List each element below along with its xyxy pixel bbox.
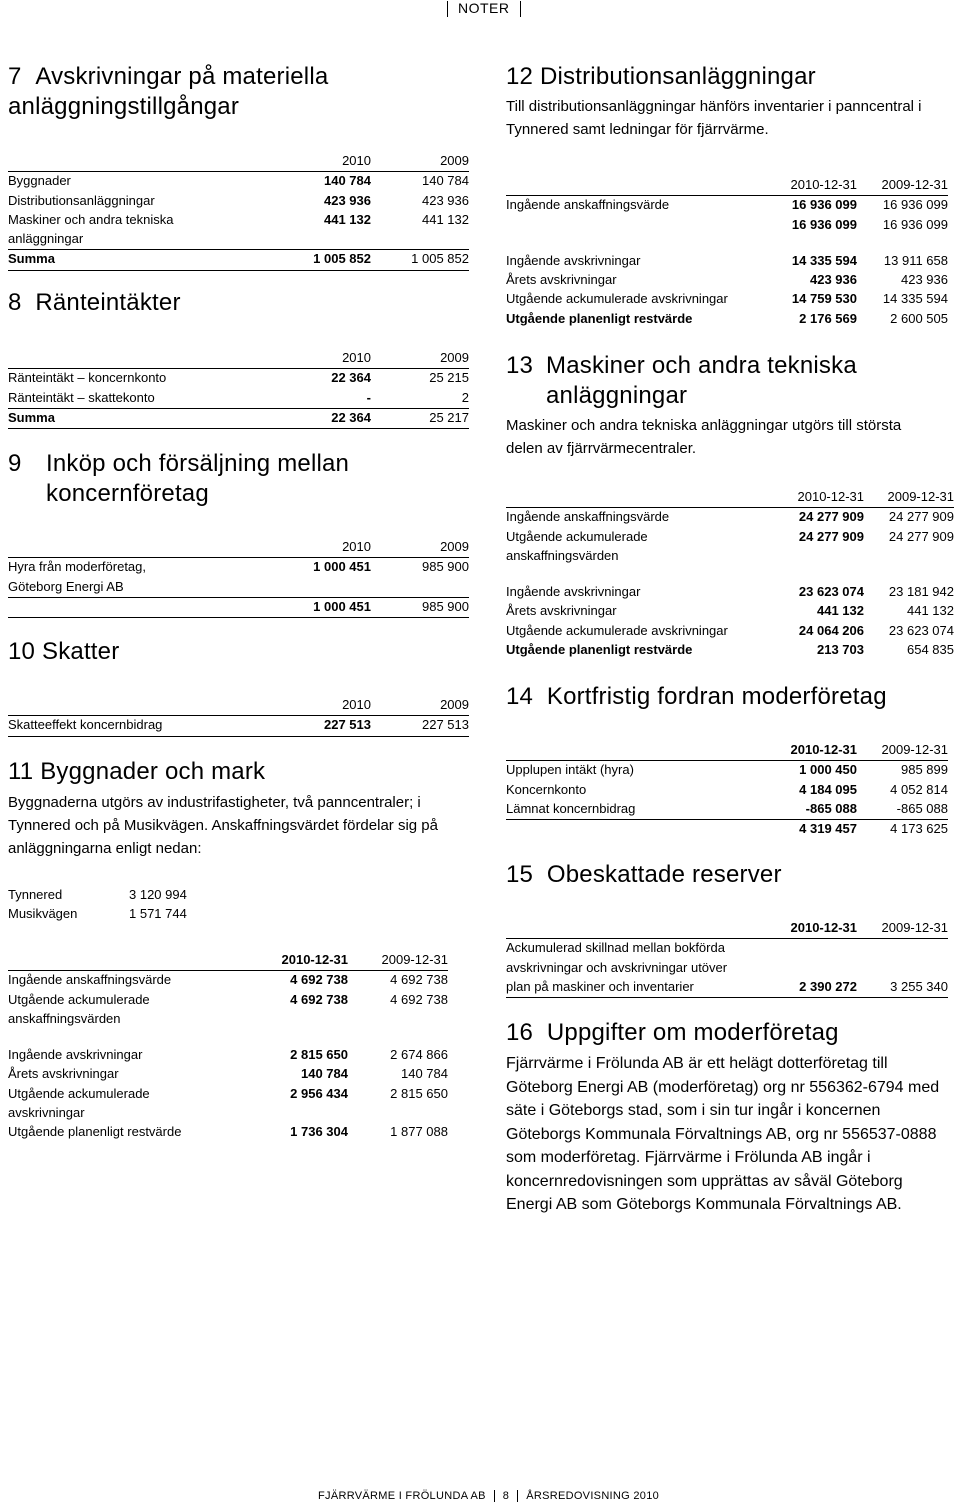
- note-9-number: 9: [8, 450, 22, 477]
- table-row: Maskiner och andra tekniska 441 132 441 132: [8, 211, 469, 227]
- note-10-table: [8, 696, 469, 737]
- note-8-table: [8, 349, 469, 429]
- note-12-text: Till distributionsanläggningar hänförs inventarier i panncentral i Tynnered samt ledningar för fjärrvärme.: [506, 98, 922, 138]
- table-row: avskrivningar och avskrivningar utöver: [506, 959, 728, 975]
- note-13-title-line-2: anläggningar: [546, 382, 688, 409]
- note-14-number: 14: [506, 683, 534, 710]
- table-row: Ingående avskrivningar 23 623 074 23 181 942: [506, 584, 954, 600]
- year-col-1: 2010: [261, 349, 371, 369]
- note-11-number: 11: [8, 758, 34, 785]
- table-row: Koncernkonto 4 184 095 4 052 814: [506, 781, 948, 797]
- table-row: Ingående avskrivningar 2 815 650 2 674 866: [8, 1047, 448, 1063]
- note-8-number: 8: [8, 289, 22, 316]
- table-row: 16 936 099 16 936 099: [791, 216, 948, 232]
- note-16-number: 16: [506, 1019, 534, 1046]
- list-item: Tynnered 3 120 994: [8, 887, 187, 902]
- table-row: 1 000 451 985 900: [8, 597, 469, 617]
- table-row: Utgående ackumulerade 2 956 434 2 815 650: [8, 1085, 448, 1101]
- note-16-text: Fjärrvärme i Frölunda AB är ett helägt dotterföretag till Göteborg Energi AB (moderföretag) org nr 556362-6794 med säte i Göteborgs stad, som i sin tur ingår i koncernen Göteborgs Kommunala Förvaltnings AB, org nr 556537-0888 som moderföretag. Fjärrvärme i Frölunda AB ingår i koncernredovisningen som upprättas av såväl Göteborg Energi AB som Göteborgs Kommunala Förvaltnings AB.: [506, 1055, 940, 1213]
- table-row: Byggnader 140 784 140 784: [8, 173, 469, 189]
- table-row: Ränteintäkt – skattekonto - 2: [8, 389, 469, 409]
- note-14-title-text: Kortfristig fordran moderföretag: [546, 683, 887, 710]
- note-15-table: [506, 919, 948, 998]
- year-col-1: 2010: [261, 152, 371, 172]
- note-11-title: [8, 757, 265, 787]
- year-col-2: 2009: [371, 696, 469, 716]
- note-8-title: [8, 288, 181, 318]
- page-footer: [318, 1490, 659, 1502]
- note-9-title: [8, 449, 428, 509]
- year-col-2: 2009: [371, 152, 469, 172]
- table-row: Skatteeffekt koncernbidrag 227 513 227 513: [8, 716, 469, 736]
- table-row: Utgående planenligt restvärde 1 736 304 1 877 088: [8, 1124, 448, 1140]
- year-col-1: 2010-12-31: [758, 488, 864, 508]
- note-13-number: 13: [506, 352, 534, 379]
- note-15-title: [506, 860, 782, 890]
- year-col-2: 2009-12-31: [857, 919, 948, 939]
- table-row: Utgående ackumulerade 24 277 909 24 277 909: [506, 528, 954, 544]
- note-9-title-text: Inköp och försäljning mellan koncernföretag: [46, 450, 350, 507]
- note-10-title: [8, 637, 119, 667]
- table-row: Ingående anskaffningsvärde 4 692 738 4 692 738: [8, 972, 448, 988]
- note-14-table: [506, 741, 948, 839]
- table-row: Årets avskrivningar 423 936 423 936: [506, 272, 948, 288]
- note-7-title: [8, 62, 468, 122]
- note-12-number: 12: [506, 63, 534, 90]
- note-14-title: [506, 682, 887, 712]
- footer-report: ÅRSREDOVISNING 2010: [526, 1490, 660, 1502]
- page-header: [437, 0, 531, 17]
- table-row: Utgående planenligt restvärde 2 176 569 2 600 505: [506, 310, 948, 326]
- table-row: Utgående ackumulerade avskrivningar 14 759 530 14 335 594: [506, 291, 948, 307]
- table-row: anskaffningsvärden: [8, 1010, 121, 1026]
- table-row: anläggningar: [8, 230, 469, 250]
- footer-company: FJÄRRVÄRME I FRÖLUNDA AB: [318, 1490, 486, 1502]
- note-8-title-text: Ränteintäkter: [35, 289, 181, 316]
- table-row: Utgående planenligt restvärde 213 703 654 835: [506, 642, 954, 658]
- table-row: Ränteintäkt – koncernkonto 22 364 25 215: [8, 370, 469, 386]
- year-col-1: 2010-12-31: [750, 741, 857, 761]
- note-11-places: [8, 886, 249, 925]
- table-row: plan på maskiner och inventarier 2 390 272 3 255 340: [506, 978, 948, 998]
- note-13-title-line-1: Maskiner och andra tekniska: [546, 352, 857, 379]
- table-row: Distributionsanläggningar 423 936 423 936: [8, 192, 469, 208]
- note-12-table: [506, 176, 948, 329]
- table-row: Summa 1 005 852 1 005 852: [8, 250, 469, 270]
- header-label: NOTER: [458, 0, 510, 16]
- year-col-1: 2010: [261, 538, 371, 558]
- note-13-title: [506, 351, 926, 411]
- note-16-title: [506, 1018, 839, 1048]
- year-col-2: 2009-12-31: [857, 741, 948, 761]
- note-12-title: [506, 62, 816, 92]
- table-row: Upplupen intäkt (hyra) 1 000 450 985 899: [506, 762, 948, 778]
- year-col-1: 2010-12-31: [240, 951, 348, 971]
- table-row: Lämnat koncernbidrag -865 088 -865 088: [506, 800, 948, 820]
- table-row: Utgående ackumulerade avskrivningar 24 064 206 23 623 074: [506, 622, 954, 638]
- year-col-1: 2010-12-31: [750, 919, 857, 939]
- year-col-2: 2009: [371, 538, 469, 558]
- table-row: Hyra från moderföretag, 1 000 451 985 900: [8, 559, 469, 575]
- table-row: Göteborg Energi AB: [8, 578, 469, 598]
- footer-page-number: 8: [502, 1490, 510, 1502]
- note-15-number: 15: [506, 861, 534, 888]
- note-12-title-text: Distributionsanläggningar: [539, 63, 816, 90]
- table-row: Ingående avskrivningar 14 335 594 13 911 658: [506, 252, 948, 268]
- note-15-title-text: Obeskattade reserver: [546, 861, 782, 888]
- table-row: anskaffningsvärden: [506, 547, 619, 563]
- table-row: Ingående anskaffningsvärde 16 936 099 16 936 099: [506, 197, 948, 213]
- note-7-title-text: Avskrivningar på materiella anläggningstillgångar: [8, 63, 329, 120]
- table-row: Årets avskrivningar 140 784 140 784: [8, 1066, 448, 1082]
- note-16-title-text: Uppgifter om moderföretag: [546, 1019, 839, 1046]
- table-row: Årets avskrivningar 441 132 441 132: [506, 603, 954, 619]
- note-11-text: Byggnaderna utgörs av industrifastigheter, två panncentraler; i Tynnered och på Musikvägen. Anskaffningsvärdet fördelar sig på anläggningarna enligt nedan:: [8, 794, 438, 857]
- note-10-title-text: Skatter: [41, 638, 120, 665]
- year-col-2: 2009: [371, 349, 469, 369]
- table-row: avskrivningar: [8, 1105, 85, 1121]
- year-col-1: 2010: [261, 696, 371, 716]
- note-11-table: [8, 951, 448, 1143]
- table-row: Utgående ackumulerade 4 692 738 4 692 738: [8, 991, 448, 1007]
- note-11-title-text: Byggnader och mark: [40, 758, 266, 785]
- note-13-text: Maskiner och andra tekniska anläggningar utgörs till största delen av fjärrvärmecentraler.: [506, 417, 902, 457]
- year-col-2: 2009-12-31: [864, 488, 954, 508]
- note-7-table: [8, 152, 469, 271]
- note-10-number: 10: [8, 638, 36, 665]
- list-item: Musikvägen 1 571 744: [8, 906, 187, 922]
- note-9-table: [8, 538, 469, 618]
- table-row: Summa 22 364 25 217: [8, 408, 469, 428]
- year-col-2: 2009-12-31: [857, 176, 948, 196]
- note-7-number: 7: [8, 63, 22, 90]
- year-col-2: 2009-12-31: [348, 951, 448, 971]
- year-col-1: 2010-12-31: [750, 176, 857, 196]
- table-row: 4 319 457 4 173 625: [799, 821, 948, 837]
- table-row: Ackumulerad skillnad mellan bokförda: [506, 940, 725, 956]
- table-row: Ingående anskaffningsvärde 24 277 909 24 277 909: [506, 509, 954, 525]
- note-13-table: [506, 488, 954, 660]
